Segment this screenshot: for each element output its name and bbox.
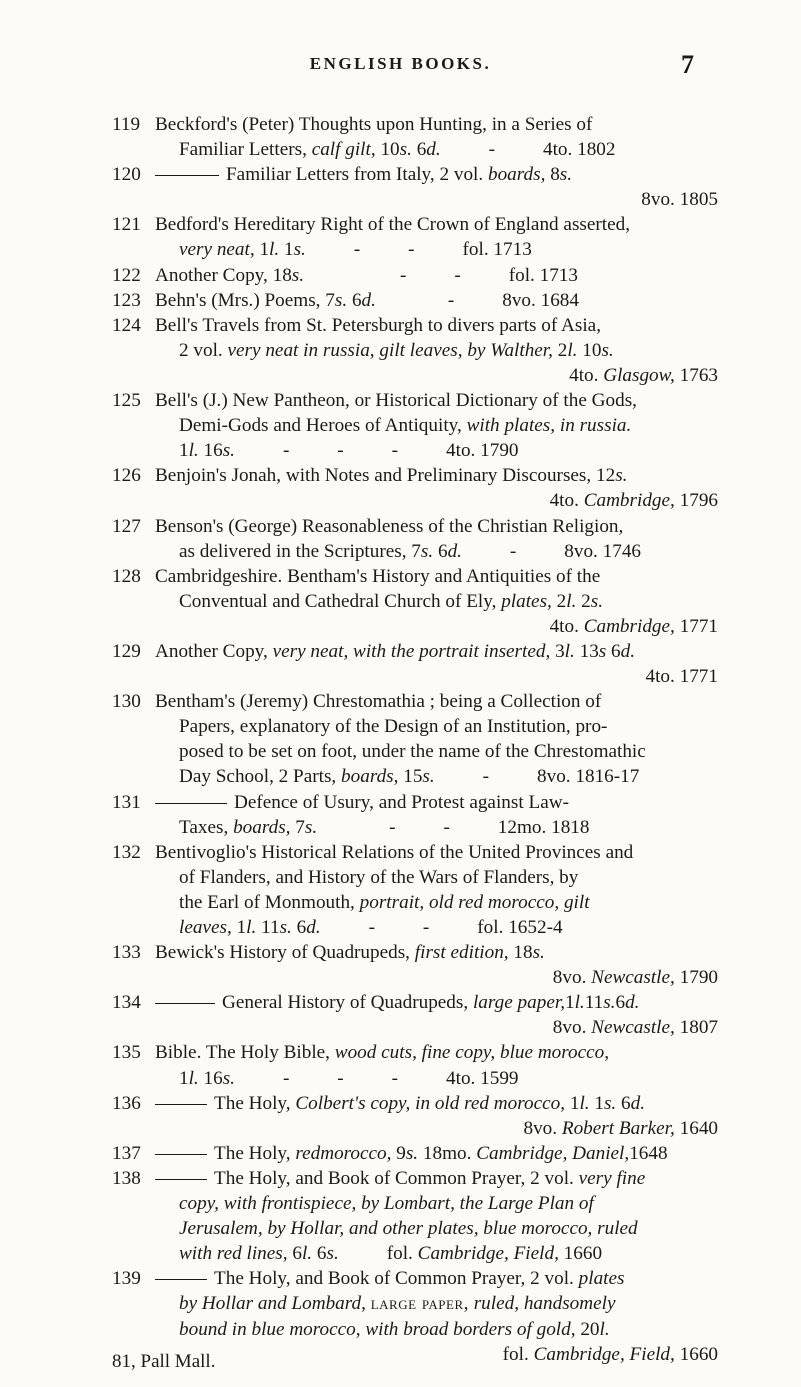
entry-text-line — [155, 1091, 718, 1116]
italic-text: Colbert's copy, in old red morocco, — [295, 1092, 566, 1114]
entry-text-line — [155, 1317, 718, 1342]
catalogue-entry — [0, 263, 801, 288]
text-segment: 4to. — [549, 615, 584, 637]
text-segment: the Earl of Monmouth, — [179, 891, 360, 913]
italic-text: s. — [291, 264, 305, 286]
text-segment: 1 — [179, 1067, 189, 1089]
entry-number: 122 — [112, 264, 141, 286]
entry-number: 121 — [112, 214, 141, 236]
text-segment: Bentham's (Jeremy) Chrestomathia ; being a Collection of — [155, 691, 602, 713]
text-segment: Benson's (George) Reasonableness of the Christian Religion, — [155, 515, 624, 537]
text-segment: 3 — [550, 640, 565, 662]
text-segment: 1796 — [674, 490, 718, 512]
text-segment: 6 — [616, 1092, 631, 1114]
ditto-dash — [155, 803, 227, 804]
entry-text-line — [155, 915, 718, 940]
italic-text: l. — [599, 1318, 610, 1340]
text-segment: - - - 4to. 1790 — [234, 440, 519, 462]
text-segment: - 8vo. 1746 — [461, 540, 642, 562]
italic-text: l. — [188, 440, 199, 462]
catalogue-entry — [0, 990, 801, 1040]
italic-text: very neat, — [179, 239, 255, 261]
entry-text-line — [155, 1066, 718, 1091]
entry-imprint-line — [155, 187, 718, 212]
text-segment: Beckford's (Peter) Thoughts upon Hunting, in a Series of — [155, 114, 593, 135]
text-segment: 8vo. — [523, 1117, 562, 1139]
text-segment: 1 — [231, 917, 247, 938]
text-segment: 16 — [198, 440, 223, 462]
italic-text: d. — [630, 1092, 646, 1114]
entry-text-line — [155, 940, 718, 965]
italic-text: d. — [306, 917, 321, 938]
italic-text: l. — [566, 590, 577, 612]
entry-text-line — [155, 1141, 718, 1166]
catalogue-entry — [0, 1166, 801, 1266]
text-segment: General History of Quadrupeds, — [222, 992, 473, 1014]
text-segment: The Holy, and Book of Common Prayer, 2 vol. — [214, 1268, 579, 1290]
entry-imprint-line — [155, 1015, 718, 1040]
entry-description — [155, 313, 718, 388]
italic-text: s. — [334, 289, 348, 311]
entry-text-line — [155, 1216, 718, 1241]
entry-description — [155, 1166, 718, 1266]
text-segment: 20 — [575, 1318, 600, 1340]
catalogue-entries — [0, 112, 801, 1367]
text-segment: 15 — [398, 766, 423, 788]
entry-number: 129 — [112, 640, 141, 662]
text-segment: 1 — [179, 440, 189, 462]
entry-text-line — [155, 112, 718, 137]
catalogue-entry — [0, 564, 801, 639]
italic-text: boards, — [233, 816, 291, 838]
entry-description — [155, 388, 718, 463]
entry-number: 125 — [112, 390, 141, 412]
text-segment: 6 — [411, 139, 427, 161]
italic-text: Cambridge, — [583, 490, 675, 512]
entry-description — [155, 639, 718, 689]
text-segment: 6 — [615, 992, 626, 1014]
text-segment: posed to be set on foot, under the name of the Chrestomathic — [179, 741, 646, 763]
entry-description — [155, 288, 718, 313]
entry-number: 124 — [112, 314, 141, 336]
text-segment: 1790 — [674, 967, 718, 989]
catalogue-entry — [0, 1091, 801, 1141]
page-header — [0, 50, 801, 80]
text-segment: 9 — [391, 1142, 406, 1164]
italic-text: Glasgow, — [603, 364, 675, 386]
text-segment: 7 — [290, 816, 305, 838]
text-segment: Bell's (J.) New Pantheon, or Historical Dictionary of the Gods, — [155, 390, 637, 412]
text-segment: 1660 — [558, 1243, 603, 1265]
entry-text-line — [155, 1040, 718, 1065]
catalogue-entry — [0, 840, 801, 940]
entry-description — [155, 1266, 718, 1366]
italic-text: l. — [269, 239, 280, 261]
small-caps-text: large paper, — [370, 1293, 469, 1315]
entry-text-line — [155, 1241, 718, 1266]
text-segment: 18mo. — [418, 1142, 477, 1164]
entry-number: 123 — [112, 289, 141, 311]
entry-number: 120 — [112, 164, 141, 186]
text-segment: Familiar Letters from Italy, 2 vol. — [226, 164, 488, 186]
entry-text-line — [155, 237, 718, 262]
text-segment: 4to. — [549, 490, 584, 512]
text-segment: Defence of Usury, and Protest against Law- — [234, 791, 569, 813]
text-segment: - - fol. 1652-4 — [320, 917, 563, 938]
text-segment: Familiar Letters, — [179, 139, 312, 161]
entry-text-line — [155, 764, 718, 789]
italic-text: s. — [304, 816, 318, 838]
italic-text: plates — [578, 1268, 625, 1290]
catalogue-entry — [0, 790, 801, 840]
text-segment: 1 — [254, 239, 270, 261]
italic-text: s. — [422, 766, 435, 788]
catalogue-entry — [0, 689, 801, 789]
entry-text-line — [155, 840, 718, 865]
text-segment: 11 — [256, 917, 280, 938]
italic-text: boards, — [487, 164, 546, 186]
italic-text: l. — [574, 992, 585, 1014]
ditto-dash — [155, 1104, 207, 1105]
entry-text-line — [155, 990, 718, 1015]
entry-number: 128 — [112, 565, 141, 587]
text-segment: Papers, explanatory of the Design of an Institution, pro- — [179, 716, 608, 738]
entry-description — [155, 940, 718, 990]
text-segment: - - fol. 1713 — [304, 264, 578, 286]
entry-imprint-line — [155, 1116, 718, 1141]
entry-imprint-line — [155, 363, 718, 388]
italic-text: s. — [222, 1067, 235, 1089]
ditto-dash — [155, 1179, 207, 1180]
italic-text: l. — [564, 640, 575, 662]
text-segment: 1771 — [674, 615, 718, 637]
italic-text: s. — [559, 164, 573, 186]
italic-text: s. — [399, 139, 412, 161]
italic-text: s. — [603, 992, 616, 1014]
entry-text-line — [155, 137, 718, 162]
entry-description — [155, 112, 718, 162]
italic-text: Newcastle, — [591, 1017, 675, 1039]
text-segment: 1 — [565, 992, 575, 1014]
entry-text-line — [155, 539, 718, 564]
entry-text-line — [155, 413, 718, 438]
ditto-dash — [155, 175, 219, 176]
entry-number: 137 — [112, 1142, 141, 1164]
italic-text: d. — [447, 540, 462, 562]
entry-description — [155, 463, 718, 513]
entry-number: 133 — [112, 942, 141, 964]
italic-text: s. — [420, 540, 434, 562]
italic-text: Cambridge, — [583, 615, 675, 637]
text-segment: The Holy, — [214, 1142, 296, 1164]
entry-text-line — [155, 388, 718, 413]
text-segment: 8 — [545, 164, 560, 186]
footer-text: 81, Pall Mall. — [112, 1351, 216, 1372]
entry-imprint-line — [155, 488, 718, 513]
text-segment: Bentivoglio's Historical Relations of the United Provinces and — [155, 841, 634, 863]
entry-text-line — [155, 639, 718, 664]
catalogue-entry — [0, 388, 801, 463]
italic-text: s — [598, 640, 607, 662]
italic-text: s. — [405, 1142, 419, 1164]
italic-text: very neat in russia, gilt leaves, by Walther, — [227, 339, 553, 361]
text-segment: 1648 — [629, 1142, 668, 1164]
italic-text: copy, with frontispiece, by Lombart, the Large Plan of — [179, 1193, 594, 1215]
entry-text-line — [155, 438, 718, 463]
entry-description — [155, 162, 718, 212]
text-segment: Bell's Travels from St. Petersburgh to divers parts of Asia, — [155, 314, 601, 336]
italic-text: leaves, — [179, 917, 232, 938]
entry-number: 135 — [112, 1042, 141, 1064]
italic-text: with plates, in russia. — [466, 415, 632, 437]
text-segment: 6 — [606, 640, 621, 662]
entry-description — [155, 1040, 718, 1090]
text-segment: Bible. The Holy Bible, — [155, 1042, 335, 1064]
text-segment: 13 — [574, 640, 599, 662]
italic-text: d. — [620, 640, 636, 662]
entry-text-line — [155, 162, 718, 187]
catalogue-entry — [0, 313, 801, 388]
italic-text: s. — [222, 440, 235, 462]
italic-text: very fine — [578, 1167, 646, 1189]
text-segment: 10 — [577, 339, 602, 361]
italic-text: boards, — [341, 766, 399, 788]
catalogue-entry — [0, 463, 801, 513]
entry-text-line — [155, 815, 718, 840]
ditto-dash — [155, 1003, 215, 1004]
entry-description — [155, 689, 718, 789]
catalogue-entry — [0, 162, 801, 212]
entry-number: 134 — [112, 992, 141, 1014]
text-segment: 8vo. — [552, 1017, 592, 1039]
text-segment: fol. — [502, 1343, 534, 1365]
italic-text: large paper, — [472, 992, 565, 1014]
text-segment: Behn's (Mrs.) Poems, 7 — [155, 289, 335, 311]
entry-text-line — [155, 689, 718, 714]
text-segment: - 4to. 1802 — [440, 139, 616, 161]
italic-text: s. — [532, 942, 545, 964]
entry-number: 138 — [112, 1167, 141, 1189]
entry-text-line — [155, 589, 718, 614]
text-segment: The Holy, and Book of Common Prayer, 2 vol. — [214, 1167, 579, 1189]
italic-text: s. — [293, 239, 306, 261]
text-segment: Day School, 2 Parts, — [179, 766, 342, 788]
text-segment: 1 — [565, 1092, 580, 1114]
entry-text-line — [155, 212, 718, 237]
italic-text: s. — [279, 917, 292, 938]
italic-text: portrait, old red morocco, gilt — [359, 891, 590, 913]
page-footer-address — [112, 1351, 215, 1373]
entry-description — [155, 1091, 718, 1141]
italic-text: l. — [246, 917, 257, 938]
italic-text: s. — [601, 339, 614, 361]
entry-number: 119 — [112, 114, 141, 135]
text-segment: 16 — [198, 1067, 223, 1089]
text-segment: The Holy, — [214, 1092, 296, 1114]
entry-description — [155, 790, 718, 840]
text-segment: Another Copy, 18 — [155, 264, 292, 286]
entry-imprint-line — [155, 664, 718, 689]
entry-description — [155, 212, 718, 262]
entry-description — [155, 514, 718, 564]
italic-text: very neat, with the portrait inserted, — [272, 640, 551, 662]
text-segment: 1763 — [674, 364, 718, 386]
text-segment: - - fol. 1713 — [305, 239, 532, 261]
italic-text: by Hollar and Lombard, — [179, 1293, 371, 1315]
text-segment: 6 — [287, 1243, 302, 1265]
entry-text-line — [155, 514, 718, 539]
text-segment: Demi-Gods and Heroes of Antiquity, — [179, 415, 467, 437]
entry-number: 130 — [112, 691, 141, 713]
italic-text: with red lines, — [179, 1243, 288, 1265]
entry-text-line — [155, 714, 718, 739]
text-segment: - 8vo. 1684 — [375, 289, 579, 311]
text-segment: 2 vol. — [179, 339, 228, 361]
text-segment: fol. — [338, 1243, 418, 1265]
entry-number: 136 — [112, 1092, 141, 1114]
entry-number: 127 — [112, 515, 141, 537]
text-segment: Bedford's Hereditary Right of the Crown of England asserted, — [155, 214, 631, 236]
catalogue-entry — [0, 940, 801, 990]
entry-text-line — [155, 1191, 718, 1216]
italic-text: d. — [426, 139, 441, 161]
text-segment: Another Copy, — [155, 640, 273, 662]
italic-text: first edition, — [414, 942, 509, 964]
entry-description — [155, 1141, 718, 1166]
italic-text: Robert Barker, — [561, 1117, 675, 1139]
italic-text: s. — [603, 1092, 617, 1114]
text-segment: 10 — [375, 139, 400, 161]
text-segment: 6 — [312, 1243, 327, 1265]
entry-text-line — [155, 1291, 718, 1316]
text-segment: Cambridgeshire. Bentham's History and Antiquities of the — [155, 565, 601, 587]
running-head: ENGLISH BOOKS. — [309, 54, 492, 73]
entry-text-line — [155, 1166, 718, 1191]
italic-text: wood cuts, fine copy, blue morocco, — [334, 1042, 610, 1064]
text-segment: - - - 4to. 1599 — [234, 1067, 519, 1089]
text-segment: 8vo. — [552, 967, 592, 989]
italic-text: plates, — [501, 590, 552, 612]
text-segment: 8vo. 1805 — [641, 189, 718, 211]
entry-text-line — [155, 865, 718, 890]
entry-text-line — [155, 313, 718, 338]
italic-text: calf gilt, — [311, 139, 376, 161]
text-segment: 2 — [551, 590, 567, 612]
catalogue-entry — [0, 112, 801, 162]
italic-text: s. — [590, 590, 604, 612]
italic-text: l. — [567, 339, 578, 361]
italic-text: l. — [579, 1092, 590, 1114]
entry-description — [155, 564, 718, 639]
text-segment: Benjoin's Jonah, with Notes and Preliminary Discourses, 12 — [155, 465, 616, 487]
text-segment: Taxes, — [179, 816, 234, 838]
italic-text: l. — [188, 1067, 199, 1089]
text-segment: 11 — [584, 992, 604, 1014]
italic-text: Newcastle, — [591, 967, 675, 989]
entry-number: 126 — [112, 465, 141, 487]
italic-text: d. — [625, 992, 640, 1014]
entry-imprint-line — [155, 614, 718, 639]
italic-text: bound in blue morocco, with broad borders of gold, — [179, 1318, 576, 1340]
catalogue-entry — [0, 514, 801, 564]
italic-text: s. — [326, 1243, 339, 1265]
ditto-dash — [155, 1279, 207, 1280]
entry-text-line — [155, 890, 718, 915]
text-segment: 4to. 1771 — [645, 666, 718, 688]
text-segment: 2 — [552, 339, 568, 361]
italic-text: s. — [615, 465, 628, 487]
entry-text-line — [155, 263, 718, 288]
catalogue-entry — [0, 212, 801, 262]
entry-description — [155, 263, 718, 288]
text-segment: - - 12mo. 1818 — [317, 816, 590, 838]
text-segment: 6 — [291, 917, 307, 938]
text-segment: 1660 — [674, 1343, 718, 1365]
text-segment: 6 — [347, 289, 362, 311]
entry-text-line — [155, 790, 718, 815]
entry-number: 131 — [112, 791, 141, 813]
italic-text: Cambridge, Daniel, — [476, 1142, 630, 1164]
entry-text-line — [155, 288, 718, 313]
catalogue-entry — [0, 288, 801, 313]
italic-text: ruled, handsomely — [468, 1293, 616, 1315]
text-segment: 1 — [589, 1092, 604, 1114]
entry-imprint-line — [155, 965, 718, 990]
italic-text: Cambridge, Field, — [533, 1343, 675, 1365]
entry-number: 139 — [112, 1268, 141, 1290]
text-segment: Conventual and Cathedral Church of Ely, — [179, 590, 502, 612]
text-segment: 4to. — [569, 364, 604, 386]
entry-text-line — [155, 338, 718, 363]
italic-text: Cambridge, Field, — [417, 1243, 559, 1265]
text-segment: 1640 — [674, 1117, 718, 1139]
entry-text-line — [155, 739, 718, 764]
text-segment: Bewick's History of Quadrupeds, — [155, 942, 415, 964]
entry-text-line — [155, 564, 718, 589]
text-segment: 1807 — [674, 1017, 718, 1039]
catalogue-entry — [0, 639, 801, 689]
italic-text: Jerusalem, by Hollar, and other plates, blue morocco, ruled — [179, 1218, 638, 1240]
catalogue-entry — [0, 1141, 801, 1166]
entry-imprint-line — [155, 1342, 718, 1367]
ditto-dash — [155, 1154, 207, 1155]
entry-description — [155, 990, 718, 1040]
text-segment: as delivered in the Scriptures, 7 — [179, 540, 421, 562]
italic-text: d. — [361, 289, 376, 311]
entry-number: 132 — [112, 841, 141, 863]
text-segment: of Flanders, and History of the Wars of Flanders, by — [179, 866, 579, 888]
text-segment: - 8vo. 1816-17 — [434, 766, 640, 788]
text-segment: 2 — [576, 590, 591, 612]
text-segment: 6 — [433, 540, 448, 562]
entry-text-line — [155, 1266, 718, 1291]
catalogue-entry — [0, 1040, 801, 1090]
text-segment: 18 — [508, 942, 533, 964]
italic-text: l. — [301, 1243, 313, 1265]
text-segment: 1 — [279, 239, 294, 261]
page-number: 7 — [681, 50, 694, 79]
entry-description — [155, 840, 718, 940]
italic-text: redmorocco, — [295, 1142, 392, 1164]
entry-text-line — [155, 463, 718, 488]
